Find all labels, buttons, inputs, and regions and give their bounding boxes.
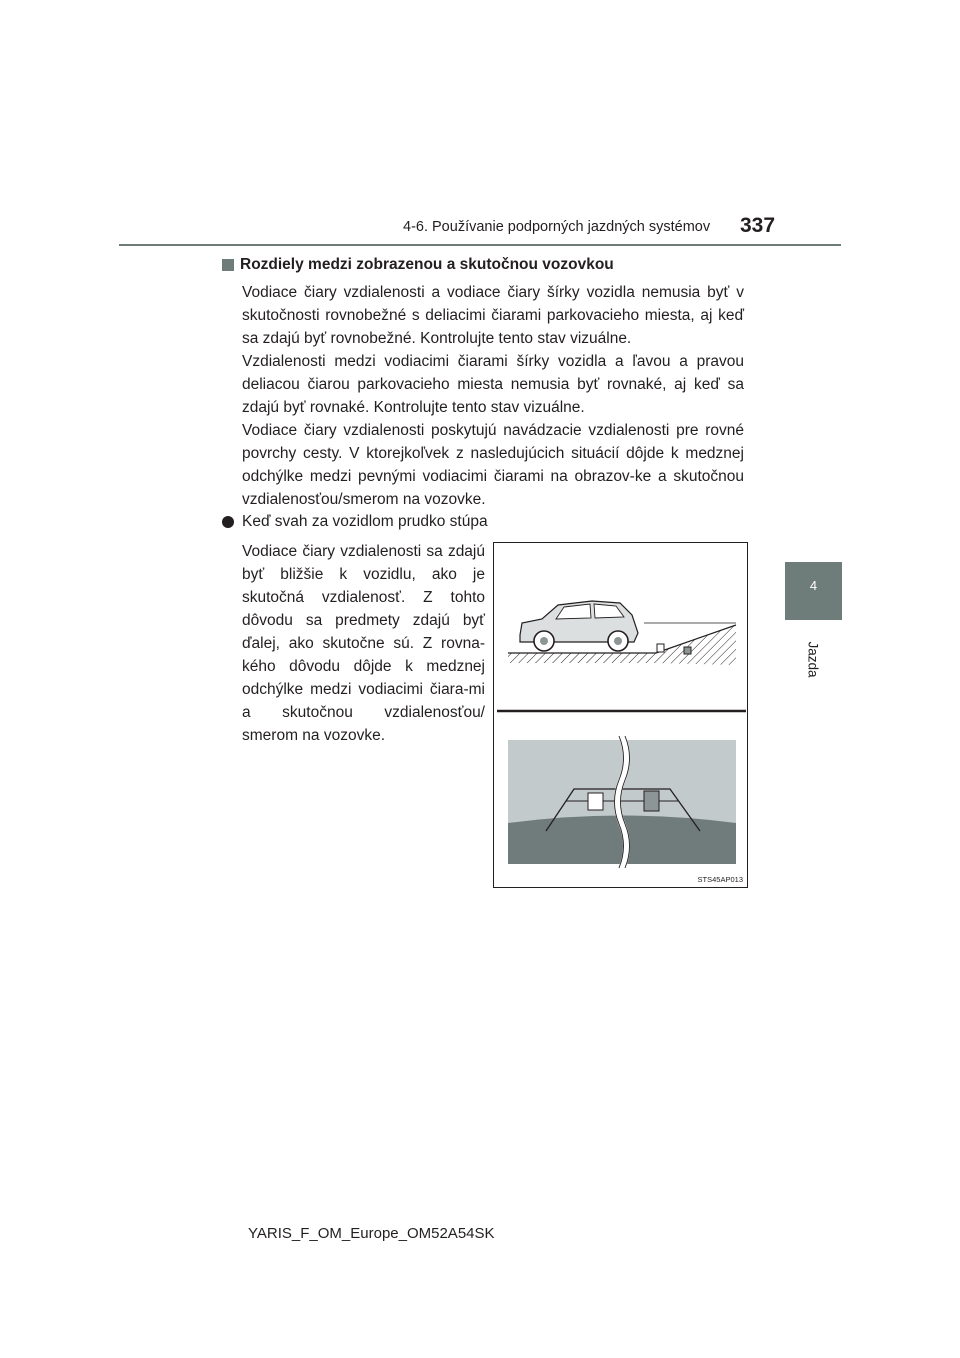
page-number: 337 bbox=[740, 214, 776, 237]
paragraph-2: Vzdialenosti medzi vodiacimi čiarami šírky vozidla a ľavou a pravou deliacou čiarou parkovacieho miesta nemusia byť rovnaké, aj keď sa zdajú byť rovnaké. Kontrolujte tento stav vizuálne. bbox=[242, 353, 744, 416]
section-heading bbox=[222, 256, 614, 274]
paragraph-1: Vodiace čiary vzdialenosti a vodiace čiary šírky vozidla nemusia byť v skutočnosti rovnobežné s deliacimi čiarami parkovacieho miesta, aj keď sa zdajú byť rovnobežné. Kontrolujte tento stav vizuálne. bbox=[242, 284, 744, 347]
object-near bbox=[657, 644, 664, 652]
monitor-object-left bbox=[588, 793, 603, 810]
chapter-label: Jazda bbox=[805, 641, 821, 678]
header-divider bbox=[119, 244, 841, 246]
bullet-description: Vodiace čiary vzdialenosti sa zdajú byť bližšie k vozidlu, ako je skutočná vzdialenosť. Z tohto dôvodu sa predmety zdajú byť ďalej, ako skutočne sú. Z rovna-kého dôvodu dôjde k medznej odchýlke medzi vodiacimi čiara-mi a skutočnou vzdialenosťou/ smerom na vozovke. bbox=[242, 543, 485, 744]
section-heading-text: Rozdiely medzi zobrazenou a skutočnou vozovkou bbox=[240, 256, 614, 273]
chapter-number: 4 bbox=[809, 578, 818, 593]
object-far bbox=[684, 647, 691, 654]
monitor-object-right bbox=[644, 791, 659, 811]
figure-code: STS45AP013 bbox=[697, 875, 743, 884]
slope-illustration bbox=[493, 542, 748, 888]
paragraph-3: Vodiace čiary vzdialenosti poskytujú navádzacie vzdialenosti pre rovné povrchy cesty. V ktorejkoľvek z nasledujúcich situácií dôjde k medznej odchýlke medzi pevnými vodiacimi čiarami na obrazov-ke a skutočnou vzdialenosťou/smerom na vozovke. bbox=[242, 422, 744, 508]
ground-hatch bbox=[508, 653, 656, 663]
circle-bullet-icon bbox=[222, 516, 234, 528]
footer-document-id: YARIS_F_OM_Europe_OM52A54SK bbox=[248, 1225, 495, 1242]
square-bullet-icon bbox=[222, 259, 234, 271]
slope-hatch bbox=[656, 625, 736, 665]
bullet-label: Keď svah za vozidlom prudko stúpa bbox=[242, 513, 488, 530]
illustration-svg bbox=[494, 543, 749, 889]
car-icon bbox=[520, 601, 638, 651]
header-section-title: 4-6. Používanie podporných jazdných systémov bbox=[403, 219, 711, 235]
bullet-item bbox=[222, 513, 488, 531]
